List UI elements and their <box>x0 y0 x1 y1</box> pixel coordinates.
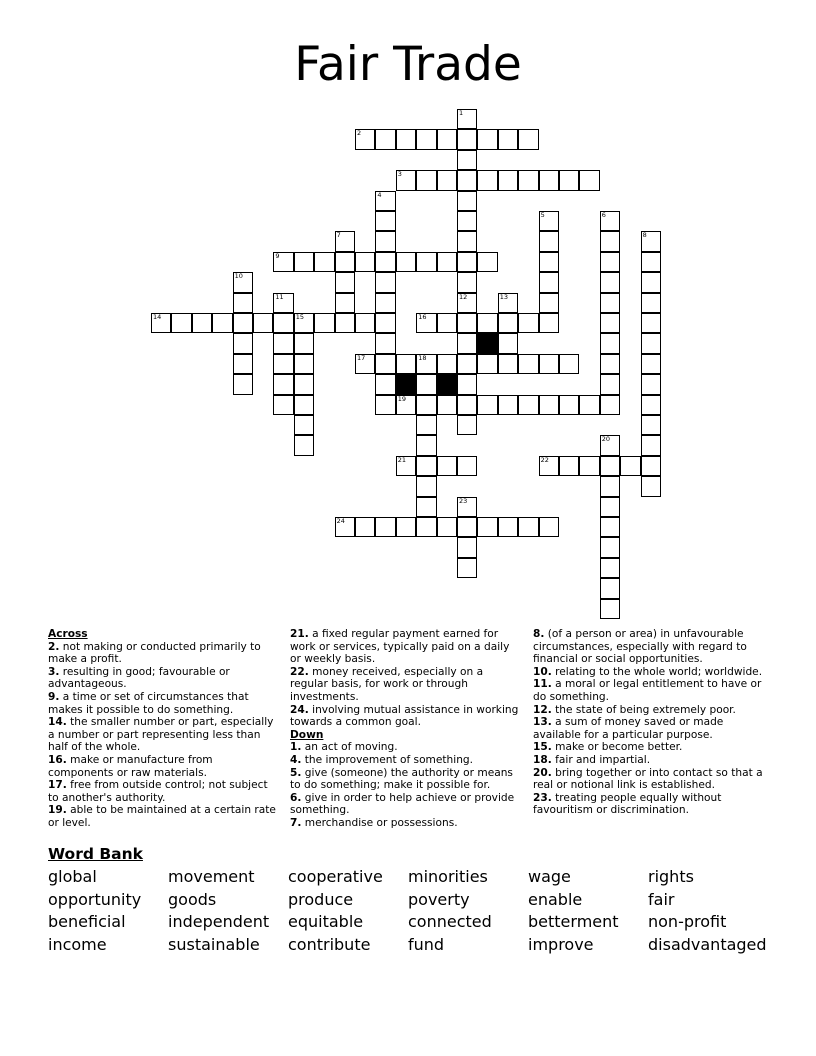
grid-cell[interactable] <box>498 170 518 190</box>
clue-number: 24 <box>336 517 345 525</box>
clue-number: 8 <box>642 231 647 240</box>
grid-cell[interactable] <box>641 435 661 455</box>
word-bank-item: goods <box>168 889 217 909</box>
grid-cell[interactable] <box>375 293 395 313</box>
grid-cell[interactable] <box>437 313 457 333</box>
grid-cell[interactable] <box>294 374 314 394</box>
clue-number-label: 22. <box>290 665 309 678</box>
grid-cell[interactable] <box>375 129 395 149</box>
grid-cell[interactable] <box>539 354 559 374</box>
grid-cell[interactable] <box>457 374 477 394</box>
grid-cell[interactable] <box>396 517 416 537</box>
clue-number-label: 17. <box>48 779 67 792</box>
grid-cell[interactable] <box>518 395 538 415</box>
clue-number-label: 3. <box>48 665 60 678</box>
grid-cell[interactable] <box>641 415 661 435</box>
grid-cell[interactable] <box>600 599 620 619</box>
word-bank-item: connected <box>408 912 492 932</box>
word-bank <box>48 866 788 958</box>
grid-cell[interactable] <box>375 374 395 394</box>
grid-cell[interactable] <box>416 497 436 517</box>
black-cell <box>437 374 457 394</box>
grid-cell[interactable] <box>335 313 355 333</box>
clue-item: 18. fair and impartial. <box>533 753 651 766</box>
grid-cell[interactable] <box>518 170 538 190</box>
grid-cell[interactable] <box>457 252 477 272</box>
grid-cell[interactable] <box>600 333 620 353</box>
black-cell <box>477 333 497 353</box>
clue-number-label: 5. <box>290 766 302 779</box>
word-bank-title: Word Bank <box>48 845 143 863</box>
grid-cell[interactable] <box>355 354 375 374</box>
grid-cell[interactable] <box>600 374 620 394</box>
grid-cell[interactable] <box>437 395 457 415</box>
grid-cell[interactable] <box>355 252 375 272</box>
grid-cell[interactable] <box>641 476 661 496</box>
word-bank-item: independent <box>168 912 270 932</box>
grid-cell[interactable] <box>600 395 620 415</box>
clue-item: 12. the state of being extremely poor. <box>533 703 736 716</box>
grid-cell[interactable] <box>273 313 293 333</box>
grid-cell[interactable] <box>641 456 661 476</box>
grid-cell[interactable] <box>498 129 518 149</box>
clue-number-label: 11. <box>533 678 552 691</box>
grid-cell[interactable] <box>539 272 559 292</box>
grid-cell[interactable] <box>273 333 293 353</box>
grid-cell[interactable] <box>498 395 518 415</box>
grid-cell[interactable] <box>273 374 293 394</box>
grid-cell[interactable] <box>498 313 518 333</box>
clue-item: 10. relating to the whole world; worldwide. <box>533 665 763 678</box>
grid-cell[interactable] <box>498 354 518 374</box>
grid-cell[interactable] <box>600 476 620 496</box>
grid-cell[interactable] <box>457 211 477 231</box>
clue-item: 17. free from outside control; not subject to another's authority. <box>48 779 268 804</box>
grid-cell[interactable] <box>294 252 314 272</box>
grid-cell[interactable] <box>477 252 497 272</box>
grid-cell[interactable] <box>457 395 477 415</box>
word-bank-item: poverty <box>408 889 470 909</box>
clue-item: 5. give (someone) the authority or means to do something; make it possible for. <box>290 766 513 792</box>
word-bank-item: global <box>48 867 97 886</box>
grid-cell[interactable] <box>559 395 579 415</box>
grid-cell[interactable] <box>416 415 436 435</box>
grid-cell[interactable] <box>600 456 620 476</box>
grid-cell[interactable] <box>273 354 293 374</box>
grid-cell[interactable] <box>233 354 253 374</box>
grid-cell[interactable] <box>641 395 661 415</box>
grid-cell[interactable] <box>273 395 293 415</box>
grid-cell[interactable] <box>457 231 477 251</box>
grid-cell[interactable] <box>518 354 538 374</box>
clue-number: 21 <box>397 455 407 464</box>
clue-item: 1. an act of moving. <box>290 741 398 754</box>
grid-cell[interactable] <box>416 354 436 374</box>
grid-cell[interactable] <box>416 517 436 537</box>
grid-cell[interactable] <box>416 476 436 496</box>
grid-cell[interactable] <box>477 517 497 537</box>
grid-cell[interactable] <box>498 333 518 353</box>
clue-item: 23. treating people equally without favouritism or discrimination. <box>533 791 722 817</box>
grid-cell[interactable] <box>600 293 620 313</box>
grid-cell[interactable] <box>437 354 457 374</box>
grid-cell[interactable] <box>457 537 477 557</box>
grid-cell[interactable] <box>457 415 477 435</box>
grid-cell[interactable] <box>600 231 620 251</box>
grid-cell[interactable] <box>518 129 538 149</box>
word-bank-item: wage <box>528 867 571 886</box>
clue-number: 2 <box>357 129 362 138</box>
grid-cell[interactable] <box>457 293 477 313</box>
grid-cell[interactable] <box>641 313 661 333</box>
grid-cell[interactable] <box>355 517 375 537</box>
word-bank-item: rights <box>648 867 694 886</box>
clue-number: 23 <box>459 496 468 505</box>
grid-cell[interactable] <box>600 435 620 455</box>
grid-cell[interactable] <box>539 456 559 476</box>
clue-number-label: 4. <box>290 753 302 766</box>
grid-cell[interactable] <box>641 272 661 292</box>
grid-cell[interactable] <box>457 456 477 476</box>
grid-cell[interactable] <box>600 497 620 517</box>
clue-number-label: 7. <box>290 816 302 829</box>
clue-item: 20. bring together or into contact so that a real or notional link is established. <box>533 766 763 792</box>
clue-number-label: 14. <box>48 716 67 729</box>
clue-number-label: 20. <box>533 766 552 779</box>
word-bank-item: beneficial <box>48 912 126 932</box>
word-bank-item: opportunity <box>48 889 142 909</box>
clue-number: 6 <box>601 211 606 219</box>
grid-cell[interactable] <box>273 252 293 272</box>
word-bank-item: betterment <box>528 912 619 932</box>
grid-cell[interactable] <box>457 170 477 190</box>
grid-cell[interactable] <box>335 252 355 272</box>
grid-cell[interactable] <box>457 129 477 149</box>
clue-number-label: 13. <box>533 716 552 729</box>
grid-cell[interactable] <box>416 395 436 415</box>
grid-cell[interactable] <box>457 109 477 129</box>
grid-cell[interactable] <box>457 272 477 292</box>
grid-cell[interactable] <box>233 293 253 313</box>
clue-item: 2. not making or conducted primarily to make a profit. <box>48 640 261 666</box>
grid-cell[interactable] <box>396 395 416 415</box>
clue-column-3 <box>533 628 765 817</box>
grid-cell[interactable] <box>641 231 661 251</box>
grid-cell[interactable] <box>416 170 436 190</box>
grid-cell[interactable] <box>396 252 416 272</box>
grid-cell[interactable] <box>335 517 355 537</box>
grid-cell[interactable] <box>355 129 375 149</box>
clue-number: 10 <box>234 272 243 281</box>
clue-number-label: 10. <box>533 665 552 678</box>
grid-cell[interactable] <box>539 231 559 251</box>
clue-number-label: 23. <box>533 791 552 804</box>
clue-column-1 <box>48 628 276 830</box>
word-bank-item: contribute <box>288 934 371 954</box>
clue-number-label: 2. <box>48 640 60 653</box>
grid-cell[interactable] <box>600 252 620 272</box>
clue-item: 15. make or become better. <box>533 741 683 754</box>
grid-cell[interactable] <box>477 313 497 333</box>
clue-number-label: 16. <box>48 753 67 766</box>
grid-cell[interactable] <box>600 354 620 374</box>
grid-cell[interactable] <box>457 497 477 517</box>
word-bank-item: minorities <box>408 867 488 886</box>
clue-number: 20 <box>601 435 611 444</box>
clue-item: 11. a moral or legal entitlement to have or do something. <box>533 678 762 703</box>
grid-cell[interactable] <box>600 558 620 578</box>
word-bank-item: movement <box>168 867 255 886</box>
clue-number-label: 21. <box>290 628 309 640</box>
grid-cell[interactable] <box>151 313 171 333</box>
grid-cell[interactable] <box>600 272 620 292</box>
grid-cell[interactable] <box>294 395 314 415</box>
grid-cell[interactable] <box>539 252 559 272</box>
grid-cell[interactable] <box>477 170 497 190</box>
word-bank-item: enable <box>528 889 583 909</box>
grid-cell[interactable] <box>416 456 436 476</box>
grid-cell[interactable] <box>600 537 620 557</box>
grid-cell[interactable] <box>457 333 477 353</box>
grid-cell[interactable] <box>539 211 559 231</box>
clue-number: 15 <box>295 313 305 321</box>
grid-cell[interactable] <box>294 435 314 455</box>
grid-cell[interactable] <box>518 313 538 333</box>
grid-cell[interactable] <box>375 354 395 374</box>
grid-cell[interactable] <box>539 395 559 415</box>
grid-cell[interactable] <box>600 211 620 231</box>
clue-item: 9. a time or set of circumstances that makes it possible to do something. <box>48 690 249 716</box>
clue-item: 16. make or manufacture from components or raw materials. <box>48 753 213 779</box>
clue-number: 22 <box>540 455 549 464</box>
grid-cell[interactable] <box>457 558 477 578</box>
grid-cell[interactable] <box>335 231 355 251</box>
grid-cell[interactable] <box>559 456 579 476</box>
grid-cell[interactable] <box>579 456 599 476</box>
clue-item: 21. a fixed regular payment earned for work or services, typically paid on a daily or weekly basis. <box>290 628 510 666</box>
grid-cell[interactable] <box>416 435 436 455</box>
clue-item: 3. resulting in good; favourable or advantageous. <box>48 665 230 691</box>
clue-number: 16 <box>418 313 427 321</box>
grid-cell[interactable] <box>253 313 273 333</box>
clue-item: 22. money received, especially on a regular basis, for work or through investments. <box>290 665 484 703</box>
clue-column-2 <box>290 628 520 830</box>
grid-cell[interactable] <box>518 517 538 537</box>
grid-cell[interactable] <box>457 191 477 211</box>
puzzle-title: Fair Trade <box>294 37 522 92</box>
grid-cell[interactable] <box>375 333 395 353</box>
clue-number-label: 19. <box>48 804 67 817</box>
word-bank-item: fund <box>408 934 445 954</box>
grid-cell[interactable] <box>375 191 395 211</box>
clue-number: 17 <box>357 353 366 362</box>
grid-cell[interactable] <box>457 354 477 374</box>
grid-cell[interactable] <box>396 170 416 190</box>
grid-cell[interactable] <box>375 517 395 537</box>
clue-number: 9 <box>275 251 280 260</box>
grid-cell[interactable] <box>396 129 416 149</box>
clue-number: 11 <box>275 292 284 301</box>
grid-cell[interactable] <box>579 170 599 190</box>
clue-number-label: 1. <box>290 741 302 754</box>
grid-cell[interactable] <box>559 354 579 374</box>
clue-number: 13 <box>499 292 509 301</box>
grid-cell[interactable] <box>375 231 395 251</box>
grid-cell[interactable] <box>396 456 416 476</box>
grid-cell[interactable] <box>477 354 497 374</box>
grid-cell[interactable] <box>233 313 253 333</box>
grid-cell[interactable] <box>600 517 620 537</box>
clue-number-label: 15. <box>533 741 552 754</box>
grid-cell[interactable] <box>477 395 497 415</box>
grid-cell[interactable] <box>314 252 334 272</box>
grid-cell[interactable] <box>294 415 314 435</box>
grid-cell[interactable] <box>416 313 436 333</box>
grid-cell[interactable] <box>233 333 253 353</box>
clue-number-label: 8. <box>533 628 545 640</box>
grid-cell[interactable] <box>294 313 314 333</box>
clue-number-label: 6. <box>290 791 302 804</box>
word-bank-item: fair <box>648 889 675 909</box>
grid-cell[interactable] <box>539 313 559 333</box>
clue-number-label: 12. <box>533 703 552 716</box>
clue-item: 24. involving mutual assistance in working towards a common goal. <box>290 703 519 729</box>
grid-cell[interactable] <box>437 170 457 190</box>
clue-item: 6. give in order to help achieve or provide something. <box>290 791 515 817</box>
word-bank-item: sustainable <box>168 934 260 954</box>
clue-number: 1 <box>459 109 464 117</box>
grid-cell[interactable] <box>600 578 620 598</box>
clue-item: 14. the smaller number or part, especially a number or part representing less than half of the whole. <box>48 716 274 754</box>
grid-cell[interactable] <box>396 354 416 374</box>
grid-cell[interactable] <box>437 129 457 149</box>
grid-cell[interactable] <box>457 313 477 333</box>
grid-cell[interactable] <box>498 517 518 537</box>
grid-cell[interactable] <box>457 517 477 537</box>
black-cell <box>396 374 416 394</box>
grid-cell[interactable] <box>437 517 457 537</box>
grid-cell[interactable] <box>477 129 497 149</box>
clue-number: 4 <box>377 190 382 199</box>
grid-cell[interactable] <box>375 211 395 231</box>
grid-cell[interactable] <box>416 129 436 149</box>
grid-cell[interactable] <box>233 272 253 292</box>
across-heading: Across <box>48 628 88 640</box>
word-bank-item: produce <box>288 889 354 909</box>
grid-cell[interactable] <box>641 333 661 353</box>
grid-cell[interactable] <box>641 374 661 394</box>
clue-list <box>0 628 816 843</box>
grid-cell[interactable] <box>539 517 559 537</box>
grid-cell[interactable] <box>641 293 661 313</box>
grid-cell[interactable] <box>375 272 395 292</box>
word-bank-item: disadvantaged <box>648 934 767 954</box>
grid-cell[interactable] <box>355 313 375 333</box>
grid-cell[interactable] <box>192 313 212 333</box>
grid-cell[interactable] <box>416 252 436 272</box>
grid-cell[interactable] <box>539 293 559 313</box>
clue-item: 8. (of a person or area) in unfavourable circumstances, especially with regard to financial or social opportunities. <box>533 628 747 666</box>
clue-number: 18 <box>418 353 427 362</box>
grid-cell[interactable] <box>437 456 457 476</box>
grid-cell[interactable] <box>294 333 314 353</box>
clue-item: 7. merchandise or possessions. <box>290 816 458 829</box>
grid-cell[interactable] <box>457 150 477 170</box>
grid-cell[interactable] <box>212 313 232 333</box>
clue-number: 12 <box>459 292 468 301</box>
grid-cell[interactable] <box>375 313 395 333</box>
grid-cell[interactable] <box>273 293 293 313</box>
clue-item: 13. a sum of money saved or made available for a particular purpose. <box>533 716 724 741</box>
word-bank-item: improve <box>528 934 594 954</box>
clue-number-label: 9. <box>48 690 60 703</box>
grid-cell[interactable] <box>335 293 355 313</box>
word-bank-item: equitable <box>288 912 364 932</box>
clue-number: 3 <box>397 170 402 179</box>
word-bank-item: cooperative <box>288 867 383 886</box>
grid-cell[interactable] <box>335 272 355 292</box>
word-bank-item: non-profit <box>648 912 727 932</box>
clue-item: 4. the improvement of something. <box>290 753 474 766</box>
grid-cell[interactable] <box>641 252 661 272</box>
grid-cell[interactable] <box>233 374 253 394</box>
grid-cell[interactable] <box>375 395 395 415</box>
clue-number-label: 24. <box>290 703 309 716</box>
clue-number: 5 <box>540 211 545 219</box>
clue-number: 7 <box>336 231 341 240</box>
grid-cell[interactable] <box>498 293 518 313</box>
grid-cell[interactable] <box>437 252 457 272</box>
grid-cell[interactable] <box>600 313 620 333</box>
grid-cell[interactable] <box>171 313 191 333</box>
word-bank-item: income <box>48 934 107 954</box>
grid-cell[interactable] <box>539 170 559 190</box>
grid-cell[interactable] <box>579 395 599 415</box>
grid-cell[interactable] <box>314 313 334 333</box>
grid-cell[interactable] <box>375 252 395 272</box>
down-heading: Down <box>290 728 324 741</box>
clue-number: 14 <box>153 313 162 321</box>
clue-item: 19. able to be maintained at a certain rate or level. <box>48 804 276 829</box>
grid-cell[interactable] <box>620 456 640 476</box>
grid-cell[interactable] <box>559 170 579 190</box>
clue-number-label: 18. <box>533 753 552 766</box>
grid-cell[interactable] <box>416 374 436 394</box>
grid-cell[interactable] <box>641 354 661 374</box>
clue-number: 19 <box>397 394 407 403</box>
grid-cell[interactable] <box>294 354 314 374</box>
